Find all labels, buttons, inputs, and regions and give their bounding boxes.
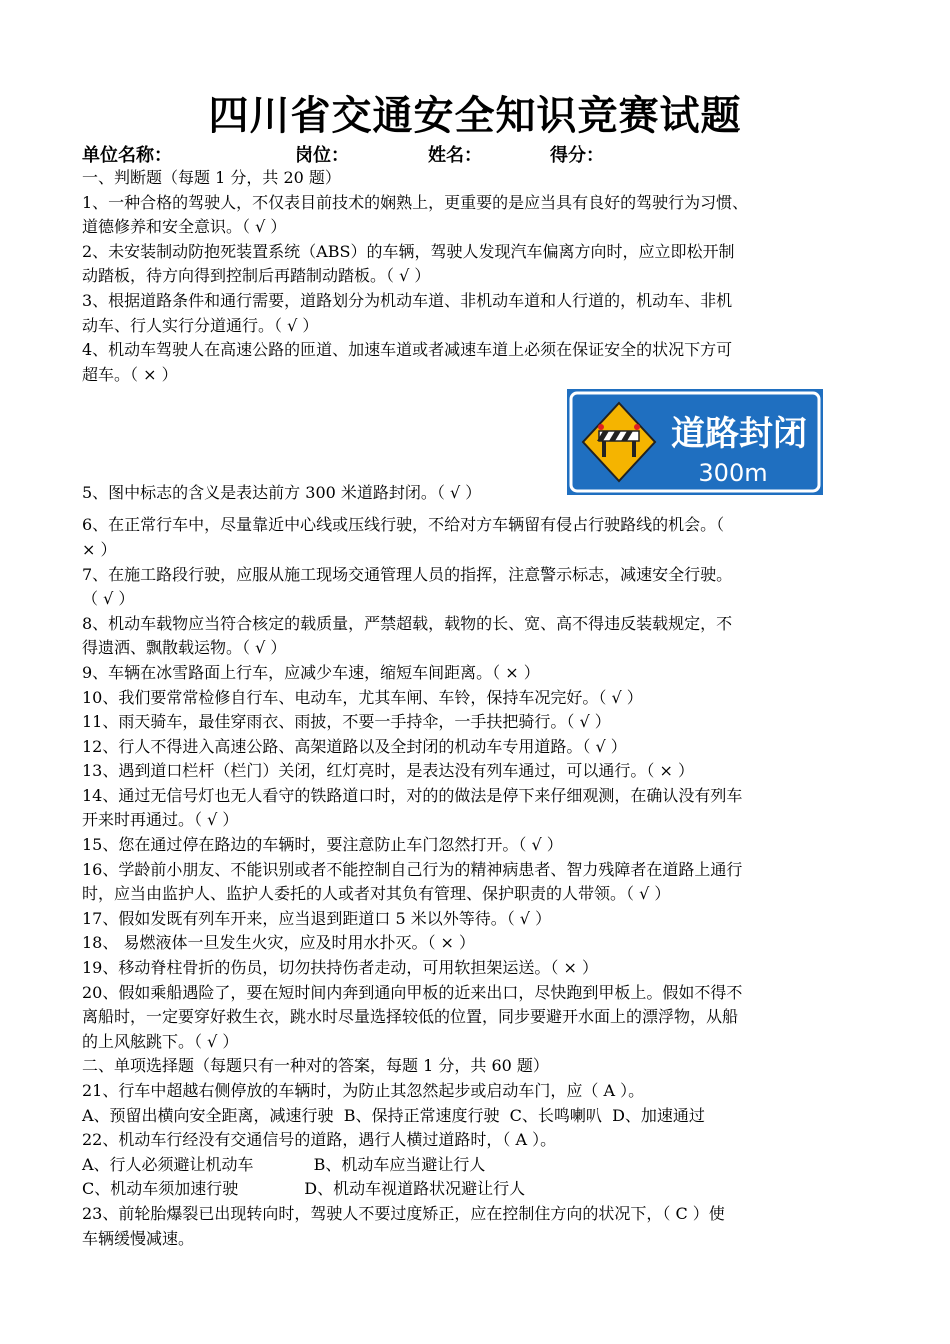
option-b: B、机动车应当避让行人: [313, 1154, 486, 1174]
question-line: 时，应当由监护人、监护人委托的人或者对其负有管理、保护职责的人带领。（ √ ）: [82, 884, 671, 904]
question-line: 8、机动车载物应当符合核定的载质量，严禁超载，载物的长、宽、高不得违反装载规定，不: [82, 613, 733, 633]
section-heading: 二、单项选择题（每题只有一种对的答案，每题 1 分，共 60 题）: [82, 1056, 549, 1076]
question-line: 1、一种合格的驾驶人，不仅表目前技术的娴熟上，更重要的是应当具有良好的驾驶行为习惯、: [82, 192, 749, 212]
question-line: 13、遇到道口栏杆（栏门）关闭，红灯亮时，是表达没有列车通过，可以通行。（ × ）: [82, 761, 694, 781]
question-line: 超车。（ × ）: [82, 364, 178, 384]
sign-text: 道路封闭: [671, 414, 807, 455]
question-line: 15、您在通过停在路边的车辆时，要注意防止车门忽然打开。（ √ ）: [82, 835, 563, 855]
question-line: 开来时再通过。（ √ ）: [82, 810, 239, 830]
question-line: 5、图中标志的含义是表达前方 300 米道路封闭。（ √ ）: [82, 482, 482, 502]
question-line: 17、假如发既有列车开来，应当退到距道口 5 米以外等待。（ √ ）: [82, 908, 552, 928]
question-line: 10、我们要常常检修自行车、电动车，尤其车闸、车铃，保持车况完好。（ √ ）: [82, 687, 643, 707]
page-title: 四川省交通安全知识竞赛试题: [208, 93, 742, 139]
question-line: 23、前轮胎爆裂已出现转向时，驾驶人不要过度矫正，应在控制住方向的状况下，（ C ）使: [82, 1203, 725, 1223]
question-line: 道德修养和安全意识。（ √ ）: [82, 217, 287, 237]
question-line: 2、未安装制动防抱死装置系统（ABS）的车辆，驾驶人发现汽车偏离方向时，应立即松开制: [82, 241, 735, 261]
question-line: 离船时，一定要穿好救生衣，跳水时尽量选择较低的位置，同步要避开水面上的漂浮物，从船: [82, 1007, 739, 1027]
unit-label: 单位名称：: [82, 145, 172, 166]
question-line: （ √ ）: [82, 589, 135, 609]
question-line: 20、假如乘船遇险了，要在短时间内奔到通向甲板的近来出口，尽快跑到甲板上。假如不得不: [82, 982, 743, 1002]
road-closed-sign: [567, 389, 823, 495]
score-label: 得分：: [550, 145, 604, 166]
question-list: [82, 166, 882, 1251]
question-line: 11、雨天骑车，最佳穿雨衣、雨披，不要一手持伞，一手扶把骑行。（ √ ）: [82, 712, 611, 732]
sign-distance: 300m: [698, 459, 768, 488]
question-line: 6、在正常行车中，尽量靠近中心线或压线行驶，不给对方车辆留有侵占行驶路线的机会。（: [82, 515, 725, 535]
question-line: 12、行人不得进入高速公路、高架道路以及全封闭的机动车专用道路。（ √ ）: [82, 736, 627, 756]
option-line: [82, 1153, 882, 1178]
question-line: 得遗洒、飘散载运物。（ √ ）: [82, 638, 287, 658]
question-line: 4、机动车驾驶人在高速公路的匝道、加速车道或者减速车道上必须在保证安全的状况下方可: [82, 340, 733, 360]
question-line: 14、通过无信号灯也无人看守的铁路道口时，对的的做法是停下来仔细观测，在确认没有列车: [82, 785, 743, 805]
post-label: 岗位：: [295, 145, 349, 166]
option-c: C、机动车须加速行驶: [82, 1179, 239, 1199]
question-line: 动车、行人实行分道通行。（ √ ）: [82, 315, 319, 335]
question-line: 7、在施工路段行驶，应服从施工现场交通管理人员的指挥，注意警示标志，减速安全行驶。: [82, 564, 733, 584]
question-line: 9、车辆在冰雪路面上行车，应减少车速，缩短车间距离。（ × ）: [82, 662, 540, 682]
question-line: 动踏板，待方向得到控制后再踏制动踏板。（ √ ）: [82, 266, 431, 286]
option-a: A、行人必须避让机动车: [82, 1154, 254, 1174]
option-d: D、机动车视道路状况避让行人: [304, 1179, 526, 1199]
section-heading: 一、判断题（每题 1 分，共 20 题）: [82, 168, 341, 187]
question-line: 16、学龄前小朋友、不能识别或者不能控制自己行为的精神病患者、智力残障者在道路上通行: [82, 859, 743, 879]
question-line: × ）: [82, 539, 117, 559]
question-line: 车辆缓慢减速。: [82, 1228, 195, 1248]
option-line: [82, 1177, 882, 1202]
question-line: 3、根据道路条件和通行需要，道路划分为机动车道、非机动车道和人行道的，机动车、非机: [82, 290, 733, 310]
question-line: 22、机动车行经没有交通信号的道路，遇行人横过道路时，（ A ）。: [82, 1130, 557, 1150]
question-line: 的上风舷跳下。（ √ ）: [82, 1031, 239, 1051]
question-5-block: [82, 387, 882, 505]
option-text: A、预留出横向安全距离，减速行驶 B、保持正常速度行驶 C、长鸣喇叭 D、加速通过: [82, 1105, 705, 1125]
option-line: [82, 1104, 882, 1129]
question-line: 18、 易燃液体一旦发生火灾，应及时用水扑灭。（ × ）: [82, 933, 476, 953]
name-label: 姓名：: [428, 145, 482, 166]
road-closed-sign-graphic: [567, 389, 823, 495]
question-line: 21、行车中超越右侧停放的车辆时，为防止其忽然起步或启动车门，应（ A ）。: [82, 1081, 645, 1100]
question-line: 19、移动脊柱骨折的伤员，切勿扶持伤者走动，可用软担架运送。（ × ）: [82, 958, 598, 978]
